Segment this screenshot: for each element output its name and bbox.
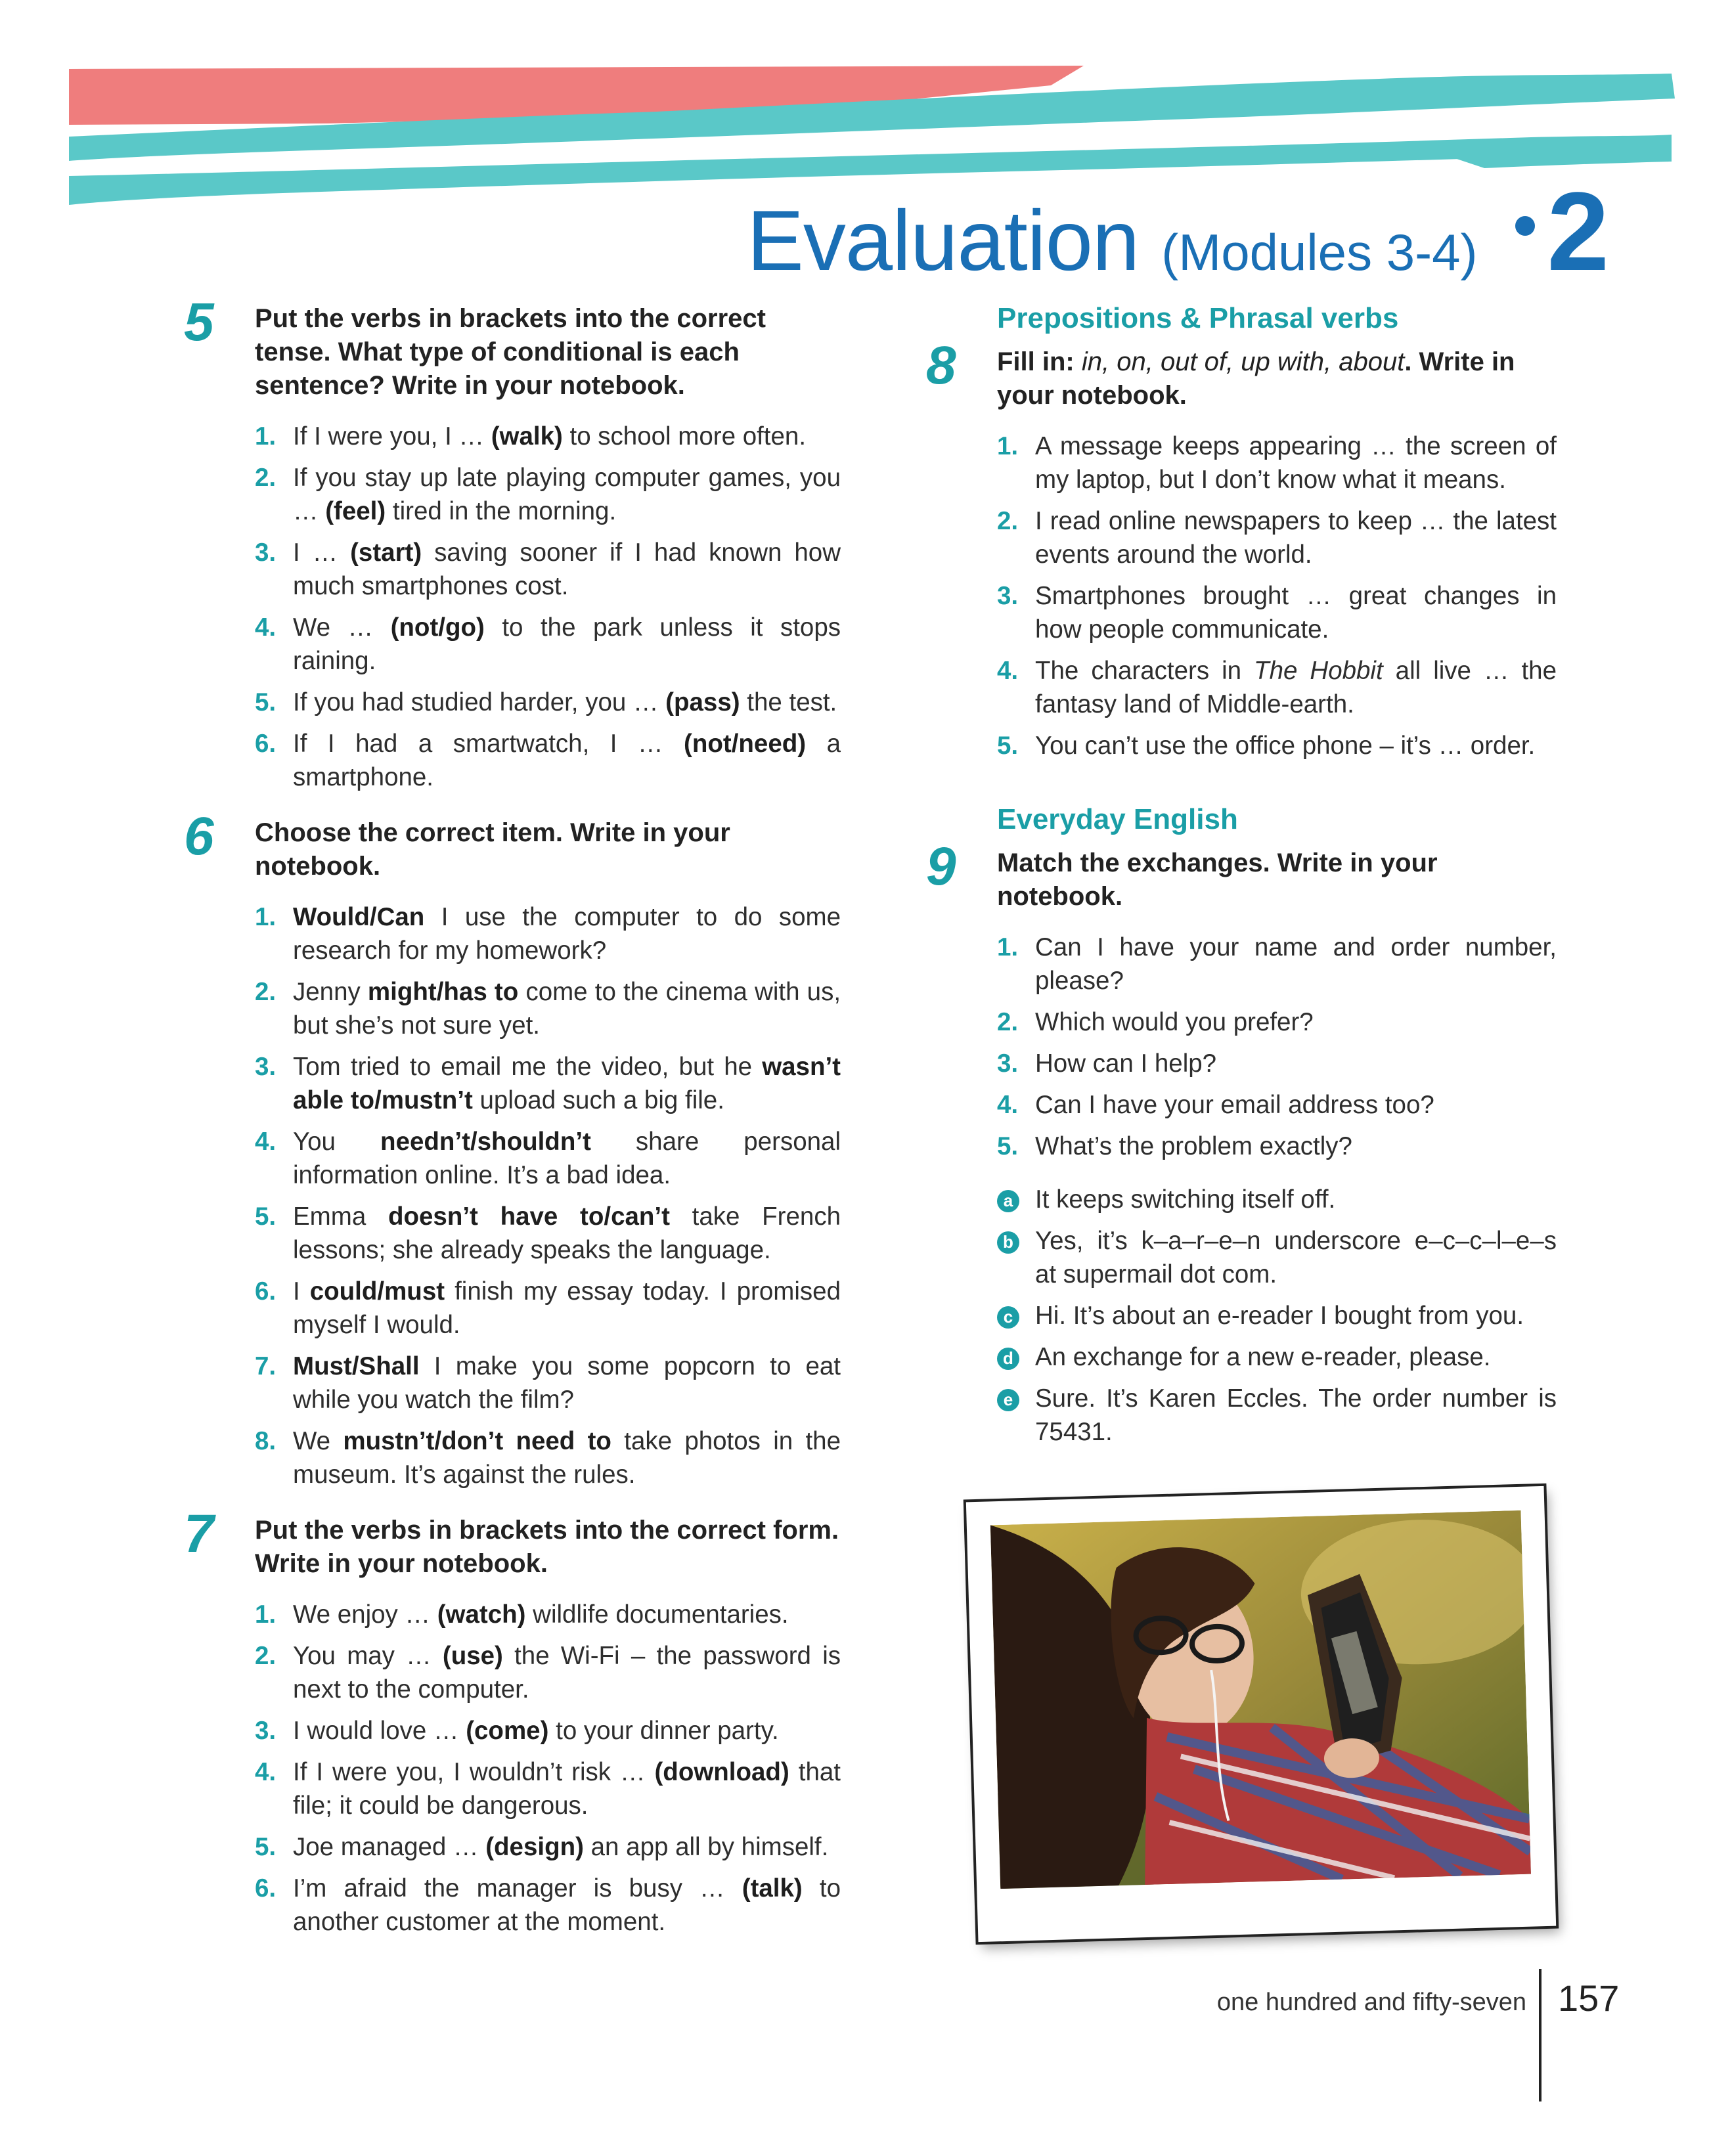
item-text: the test. — [740, 688, 837, 716]
item-text: I’m afraid the manager is busy … — [293, 1874, 742, 1903]
list-item — [255, 611, 841, 678]
exercise-instruction: Put the verbs in brackets into the correct form. Write in your notebook. — [255, 1516, 839, 1578]
instruction-words: in, on, out of, up with, about — [1081, 347, 1405, 376]
item-text: If you had studied harder, you … — [293, 688, 666, 716]
item-text: I … — [293, 539, 351, 567]
item-text: If I had a smartwatch, I … — [293, 730, 684, 758]
item-number: 5. — [997, 732, 1019, 760]
page-number-words: one hundred and fifty-seven — [1216, 1989, 1526, 2016]
item-number: 2. — [255, 978, 277, 1006]
item-text: I read online newspapers to keep … the latest events around the world. — [1035, 507, 1557, 569]
exercise-5 — [177, 292, 841, 794]
item-text: finish my essay today. I promised myself I would. — [293, 1277, 841, 1339]
item-text: wildlife documentaries. — [525, 1600, 789, 1629]
item-bold: doesn’t have to/can’t — [388, 1202, 670, 1231]
item-number: 4. — [997, 657, 1019, 685]
exercise-6 — [177, 806, 841, 1491]
list-item — [997, 1088, 1557, 1122]
list-item — [255, 1598, 841, 1631]
section-heading-everyday-english: Everyday English — [997, 803, 1238, 835]
exercise-items — [997, 429, 1557, 762]
item-text: upload such a big file. — [472, 1086, 724, 1114]
list-item — [255, 686, 841, 719]
item-text: I use the computer to do some research for my homework? — [293, 903, 841, 965]
item-text: What’s the problem exactly? — [1035, 1132, 1352, 1160]
evaluation-number: 2 — [1547, 169, 1609, 294]
instruction-tail: . Write in your notebook. — [997, 347, 1515, 410]
item-number: 8. — [255, 1427, 277, 1455]
right-column — [920, 302, 1557, 1471]
list-item — [255, 1639, 841, 1706]
item-number: 1. — [255, 903, 277, 931]
list-item — [255, 727, 841, 794]
item-bold: (download) — [654, 1758, 789, 1786]
item-text: A message keeps appearing … the screen of my laptop, but I don’t know what it means. — [1035, 432, 1557, 494]
item-text: take French lessons; she already speaks the language. — [293, 1202, 841, 1264]
item-text: Smartphones brought … great changes in how people communicate. — [1035, 582, 1557, 644]
item-number: 2. — [255, 1642, 277, 1670]
list-item — [255, 1424, 841, 1491]
item-text: Joe managed … — [293, 1833, 486, 1861]
section-heading-prepositions: Prepositions & Phrasal verbs — [997, 302, 1399, 334]
list-item — [255, 900, 841, 967]
list-item — [255, 461, 841, 528]
reply-text: An exchange for a new e-reader, please. — [1035, 1343, 1491, 1371]
list-item — [255, 1830, 841, 1864]
item-text: Jenny — [293, 978, 368, 1006]
item-number: 5. — [255, 1833, 277, 1861]
item-bold: Must/Shall — [293, 1352, 420, 1380]
item-text: that file; it could be dangerous. — [293, 1758, 841, 1820]
item-text: Can I have your email address too? — [1035, 1091, 1434, 1119]
list-item — [255, 1050, 841, 1117]
item-text: We … — [293, 613, 391, 642]
item-number: 6. — [255, 1277, 277, 1306]
exercise-9 — [920, 837, 1557, 1449]
item-text: If I were you, I wouldn’t risk … — [293, 1758, 655, 1786]
item-text: to another customer at the moment. — [293, 1874, 841, 1936]
page-number: 157 — [1558, 1977, 1620, 2019]
item-bold: (come) — [466, 1717, 549, 1745]
item-bold: (start) — [350, 539, 422, 567]
exercise-number: 6 — [184, 806, 214, 866]
item-number: 1. — [997, 432, 1019, 460]
item-text: all live … the fantasy land of Middle-earth. — [1035, 657, 1557, 718]
item-text: to your dinner party. — [548, 1717, 779, 1745]
list-item — [997, 931, 1557, 998]
list-item — [255, 1872, 841, 1939]
item-text: to the park unless it stops raining. — [293, 613, 841, 675]
instruction-lead: Fill in: — [997, 347, 1082, 376]
list-item — [997, 729, 1557, 762]
list-item — [255, 420, 841, 453]
list-item — [255, 975, 841, 1042]
item-bold: (feel) — [325, 497, 386, 525]
item-text: I make you some popcorn to eat while you watch the film? — [293, 1352, 841, 1414]
list-item — [255, 1714, 841, 1748]
item-number: 5. — [997, 1132, 1019, 1160]
list-item — [997, 579, 1557, 646]
item-bold: (not/need) — [684, 730, 807, 758]
item-number: 3. — [997, 582, 1019, 610]
item-bold: could/must — [309, 1277, 445, 1306]
exercise-items — [997, 931, 1557, 1163]
item-number: 6. — [255, 1874, 277, 1903]
item-text: We enjoy … — [293, 1600, 437, 1629]
item-text: If you stay up late playing computer games, you … — [293, 464, 841, 525]
item-number: 4. — [997, 1091, 1019, 1119]
item-number: 3. — [255, 539, 277, 567]
reply-text: It keeps switching itself off. — [1035, 1185, 1336, 1214]
item-italic: The Hobbit — [1254, 657, 1383, 685]
reply-item — [997, 1382, 1557, 1449]
item-text: the Wi-Fi – the password is next to the computer. — [293, 1642, 841, 1704]
item-number: 1. — [255, 422, 277, 451]
item-text: You can’t use the office phone – it’s … order. — [1035, 732, 1536, 760]
list-item — [997, 504, 1557, 571]
bullet-dot — [1515, 216, 1535, 236]
item-number: 6. — [255, 730, 277, 758]
exercise-items — [255, 900, 841, 1491]
item-text: I — [293, 1277, 310, 1306]
letter-bubble-icon: d — [997, 1348, 1019, 1370]
letter-bubble-icon: b — [997, 1231, 1019, 1254]
item-bold: (talk) — [742, 1874, 803, 1903]
left-column — [177, 292, 841, 1961]
item-number: 1. — [255, 1600, 277, 1629]
item-number: 4. — [255, 1128, 277, 1156]
list-item — [255, 1350, 841, 1417]
exercise-7 — [177, 1504, 841, 1939]
woman-reading-e-reader-photo — [990, 1510, 1531, 1889]
item-text: The characters in — [1035, 657, 1254, 685]
list-item — [997, 654, 1557, 721]
reply-text: Yes, it’s k–a–r–e–n underscore e–c–c–l–e–s at supermail dot com. — [1035, 1227, 1557, 1288]
item-text: You — [293, 1128, 381, 1156]
item-text: Can I have your name and order number, please? — [1035, 933, 1557, 995]
item-text: If I were you, I … — [293, 422, 491, 451]
item-text: an app all by himself. — [583, 1833, 829, 1861]
reply-item — [997, 1224, 1557, 1291]
reply-text: Hi. It’s about an e-reader I bought from you. — [1035, 1302, 1524, 1330]
item-number: 2. — [255, 464, 277, 492]
list-item — [255, 1200, 841, 1267]
exercise-8 — [920, 336, 1557, 762]
item-bold: (walk) — [491, 422, 563, 451]
list-item — [997, 1005, 1557, 1039]
item-number: 3. — [255, 1053, 277, 1081]
list-item — [255, 1275, 841, 1342]
reply-text: Sure. It’s Karen Eccles. The order number is 75431. — [1035, 1384, 1557, 1446]
exercise-number: 9 — [926, 837, 956, 896]
reply-options — [997, 1183, 1557, 1449]
item-number: 1. — [997, 933, 1019, 961]
exercise-number: 8 — [926, 336, 956, 395]
list-item — [997, 1130, 1557, 1163]
item-text: We — [293, 1427, 344, 1455]
page-title: Evaluation — [747, 192, 1140, 288]
item-bold: needn’t/shouldn’t — [380, 1128, 591, 1156]
list-item — [997, 429, 1557, 496]
item-text: tired in the morning. — [386, 497, 617, 525]
item-number: 3. — [997, 1049, 1019, 1078]
reply-item — [997, 1340, 1557, 1374]
photo-polaroid — [966, 1486, 1556, 1942]
list-item — [255, 536, 841, 603]
item-number: 4. — [255, 613, 277, 642]
item-text: share personal information online. It’s a bad idea. — [293, 1128, 841, 1189]
exercise-instruction: Match the exchanges. Write in your notebook. — [997, 848, 1438, 911]
item-number: 3. — [255, 1717, 277, 1745]
item-number: 7. — [255, 1352, 277, 1380]
letter-bubble-icon: c — [997, 1306, 1019, 1329]
letter-bubble-icon: a — [997, 1190, 1019, 1212]
item-number: 2. — [997, 1008, 1019, 1036]
item-bold: (use) — [442, 1642, 503, 1670]
list-item — [255, 1755, 841, 1822]
exercise-number: 5 — [184, 292, 214, 352]
item-text: to school more often. — [562, 422, 807, 451]
item-bold: might/has to — [367, 978, 519, 1006]
item-bold: (design) — [485, 1833, 584, 1861]
item-bold: (not/go) — [390, 613, 485, 642]
list-item — [997, 1047, 1557, 1080]
item-number: 4. — [255, 1758, 277, 1786]
item-number: 5. — [255, 1202, 277, 1231]
item-text: saving sooner if I had known how much smartphones cost. — [293, 539, 841, 600]
item-bold: mustn’t/don’t need to — [343, 1427, 611, 1455]
item-text: Which would you prefer? — [1035, 1008, 1314, 1036]
item-text: a smartphone. — [293, 730, 841, 791]
item-text: How can I help? — [1035, 1049, 1217, 1078]
item-bold: (pass) — [665, 688, 740, 716]
item-text: I would love … — [293, 1717, 466, 1745]
exercise-instruction: Choose the correct item. Write in your notebook. — [255, 818, 730, 881]
footer-divider — [1539, 1969, 1541, 2101]
exercise-number: 7 — [184, 1504, 214, 1564]
item-bold: (watch) — [437, 1600, 526, 1629]
exercise-instruction — [997, 345, 1557, 412]
page-subtitle: (Modules 3-4) — [1161, 223, 1478, 281]
exercise-instruction: Put the verbs in brackets into the correct tense. What type of conditional is each sentence? Write in your notebook. — [255, 304, 766, 400]
exercise-items — [255, 420, 841, 794]
item-text: Emma — [293, 1202, 388, 1231]
item-text: take photos in the museum. It’s against the rules. — [293, 1427, 841, 1489]
item-number: 5. — [255, 688, 277, 716]
item-text: come to the cinema with us, but she’s not sure yet. — [293, 978, 841, 1040]
reply-item — [997, 1183, 1557, 1216]
reply-item — [997, 1299, 1557, 1332]
item-text: Tom tried to email me the video, but he — [293, 1053, 763, 1081]
item-number: 2. — [997, 507, 1019, 535]
exercise-items — [255, 1598, 841, 1939]
item-text: You may … — [293, 1642, 443, 1670]
list-item — [255, 1125, 841, 1192]
page-title-block — [703, 167, 1609, 294]
item-bold: Would/Can — [293, 903, 425, 931]
item-bold: wasn’t able to/mustn’t — [293, 1053, 841, 1114]
letter-bubble-icon: e — [997, 1389, 1019, 1411]
